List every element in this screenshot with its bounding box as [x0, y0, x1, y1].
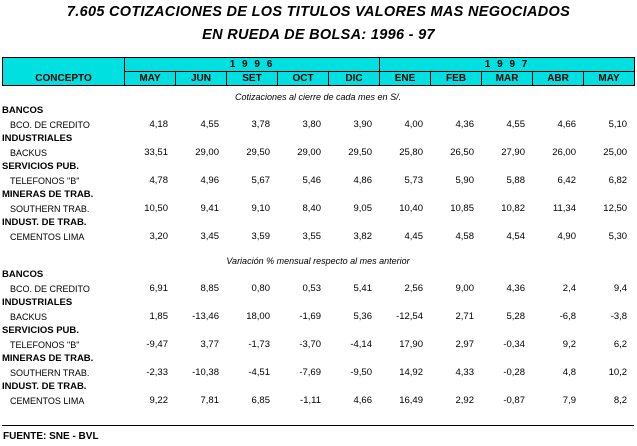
value-cell: 2,4 [562, 283, 576, 294]
value-cell: 9,05 [353, 203, 372, 214]
value-cell: 3,77 [200, 339, 219, 350]
value-cell: 6,91 [149, 283, 168, 294]
value-cell: 4,55 [200, 119, 219, 130]
table-row [2, 230, 634, 244]
table-row [2, 118, 634, 132]
value-cell: 4,33 [455, 367, 474, 378]
value-cell: 11,34 [552, 203, 576, 214]
security-name: BCO. DE CREDITO [10, 284, 90, 294]
value-cell: -7,69 [299, 367, 321, 378]
value-cell: 5,10 [608, 119, 628, 130]
value-cell: 29,50 [246, 147, 270, 158]
value-cell: 14,92 [399, 367, 423, 378]
value-cell: 4,36 [506, 283, 525, 294]
month-header: MAR [482, 72, 533, 86]
value-cell: 10,82 [501, 203, 525, 214]
value-cell: 3,45 [200, 231, 219, 242]
value-cell: -1,69 [299, 311, 321, 322]
value-cell: -10,38 [192, 367, 219, 378]
month-header: MAY [584, 72, 635, 86]
value-cell: -12,54 [396, 311, 423, 322]
year-1996-header: 1 9 9 6 [125, 58, 380, 72]
value-cell: 9,4 [613, 283, 628, 294]
footer-divider [2, 425, 634, 426]
value-cell: 6,2 [613, 339, 628, 350]
section-note: Cotizaciones al cierre de cada mes en S/. [234, 92, 402, 102]
value-cell: -1,73 [248, 339, 270, 350]
value-cell: 26,50 [450, 147, 474, 158]
value-cell: 9,22 [149, 395, 168, 406]
security-name: SOUTHERN TRAB. [10, 368, 90, 378]
value-cell: 3,55 [302, 231, 321, 242]
security-name: CEMENTOS LIMA [10, 396, 85, 406]
value-cell: -0,28 [503, 367, 525, 378]
value-cell: 29,50 [348, 147, 372, 158]
value-cell: 3,90 [353, 119, 372, 130]
value-cell: -3,8 [610, 311, 628, 322]
value-cell: 18,00 [246, 311, 270, 322]
table-row [2, 202, 634, 216]
value-cell: 4,96 [200, 175, 219, 186]
value-cell: 27,90 [501, 147, 525, 158]
security-name: TELEFONOS "B" [10, 340, 80, 350]
table-row [2, 174, 634, 188]
value-cell: 29,00 [195, 147, 219, 158]
page-title: 7.605 COTIZACIONES DE LOS TITULOS VALORES MAS NEGOCIADOS [66, 4, 571, 20]
value-cell: 5,67 [251, 175, 270, 186]
value-cell: 4,66 [557, 119, 576, 130]
value-cell: 6,82 [608, 175, 628, 186]
value-cell: -13,46 [192, 311, 219, 322]
value-cell: 5,30 [608, 231, 628, 242]
value-cell: 3,82 [353, 231, 372, 242]
table-header [2, 57, 635, 86]
value-cell: -0,87 [503, 395, 525, 406]
category-label: BANCOS [2, 105, 44, 116]
value-cell: 4,78 [149, 175, 168, 186]
value-cell: 12,50 [603, 203, 628, 214]
table-row [2, 310, 634, 324]
value-cell: -0,34 [503, 339, 525, 350]
month-header: ENE [380, 72, 431, 86]
value-cell: 7,81 [200, 395, 219, 406]
value-cell: 5,28 [506, 311, 525, 322]
value-cell: 4,18 [149, 119, 168, 130]
security-name: TELEFONOS "B" [10, 176, 80, 186]
value-cell: 10,2 [608, 367, 628, 378]
category-label: INDUST. DE TRAB. [2, 381, 87, 392]
value-cell: 2,71 [455, 311, 474, 322]
month-header: MAY [125, 72, 176, 86]
value-cell: 5,73 [404, 175, 423, 186]
value-cell: 29,00 [297, 147, 321, 158]
value-cell: 0,53 [302, 283, 321, 294]
value-cell: 9,2 [562, 339, 576, 350]
table-row [2, 338, 634, 352]
value-cell: -6,8 [559, 311, 576, 322]
value-cell: 8,40 [302, 203, 321, 214]
value-cell: -4,14 [350, 339, 372, 350]
value-cell: -9,47 [146, 339, 168, 350]
value-cell: 9,10 [251, 203, 270, 214]
value-cell: -4,51 [248, 367, 270, 378]
value-cell: 5,41 [353, 283, 372, 294]
table-row [2, 282, 634, 296]
value-cell: 9,00 [455, 283, 474, 294]
value-cell: -3,70 [299, 339, 321, 350]
category-label: MINERAS DE TRAB. [2, 353, 94, 364]
value-cell: 8,85 [200, 283, 219, 294]
value-cell: 2,56 [404, 283, 423, 294]
category-label: INDUSTRIALES [2, 297, 73, 308]
value-cell: 4,55 [506, 119, 525, 130]
table-row [2, 366, 634, 380]
value-cell: 25,00 [603, 147, 628, 158]
value-cell: 3,78 [251, 119, 270, 130]
value-cell: 2,92 [455, 395, 474, 406]
value-cell: -2,33 [146, 367, 168, 378]
value-cell: 5,90 [455, 175, 474, 186]
month-header: DIC [329, 72, 380, 86]
value-cell: 4,86 [353, 175, 372, 186]
value-cell: 10,85 [450, 203, 474, 214]
value-cell: 16,49 [399, 395, 423, 406]
category-label: SERVICIOS PUB. [2, 325, 79, 336]
value-cell: 0,80 [251, 283, 270, 294]
value-cell: 3,59 [251, 231, 270, 242]
value-cell: 26,00 [552, 147, 576, 158]
value-cell: 5,46 [302, 175, 321, 186]
value-cell: 4,58 [455, 231, 474, 242]
value-cell: 4,66 [353, 395, 372, 406]
value-cell: 8,2 [613, 395, 628, 406]
value-cell: -1,11 [300, 395, 321, 406]
value-cell: 6,42 [557, 175, 576, 186]
value-cell: 7,9 [562, 395, 576, 406]
section-note: Variación % mensual respecto al mes anterior [226, 256, 410, 266]
value-cell: 1,85 [149, 311, 168, 322]
security-name: SOUTHERN TRAB. [10, 204, 90, 214]
value-cell: 5,36 [353, 311, 372, 322]
page-subtitle: EN RUEDA DE BOLSA: 1996 - 97 [202, 27, 435, 43]
value-cell: 3,20 [149, 231, 168, 242]
month-header: FEB [431, 72, 482, 86]
value-cell: 10,50 [144, 203, 168, 214]
value-cell: 6,85 [251, 395, 270, 406]
value-cell: 25,80 [399, 147, 423, 158]
value-cell: 33,51 [144, 147, 168, 158]
value-cell: 4,54 [506, 231, 525, 242]
value-cell: 17,90 [399, 339, 423, 350]
category-label: BANCOS [2, 269, 44, 280]
month-header: ABR [533, 72, 584, 86]
section-spacer [2, 244, 634, 254]
value-cell: 4,00 [404, 119, 423, 130]
quotes-table [2, 90, 634, 408]
value-cell: -9,50 [350, 367, 372, 378]
year-1997-header: 1 9 9 7 [380, 58, 635, 72]
security-name: BACKUS [10, 148, 48, 158]
value-cell: 2,97 [455, 339, 474, 350]
category-label: MINERAS DE TRAB. [2, 189, 94, 200]
concept-header: CONCEPTO [3, 58, 125, 86]
value-cell: 4,36 [455, 119, 474, 130]
value-cell: 4,45 [404, 231, 423, 242]
security-name: BACKUS [10, 312, 48, 322]
source-note: FUENTE: SNE - BVL [3, 431, 99, 442]
value-cell: 4,90 [557, 231, 576, 242]
value-cell: 4,8 [562, 367, 576, 378]
month-header: SET [227, 72, 278, 86]
table-row [2, 146, 634, 160]
value-cell: 9,41 [200, 203, 219, 214]
value-cell: 10,40 [399, 203, 423, 214]
month-header: OCT [278, 72, 329, 86]
security-name: BCO. DE CREDITO [10, 120, 90, 130]
month-header: JUN [176, 72, 227, 86]
category-label: SERVICIOS PUB. [2, 161, 79, 172]
category-label: INDUSTRIALES [2, 133, 73, 144]
value-cell: 5,88 [506, 175, 525, 186]
table-row [2, 394, 634, 408]
security-name: CEMENTOS LIMA [10, 232, 85, 242]
category-label: INDUST. DE TRAB. [2, 217, 87, 228]
value-cell: 3,80 [302, 119, 321, 130]
